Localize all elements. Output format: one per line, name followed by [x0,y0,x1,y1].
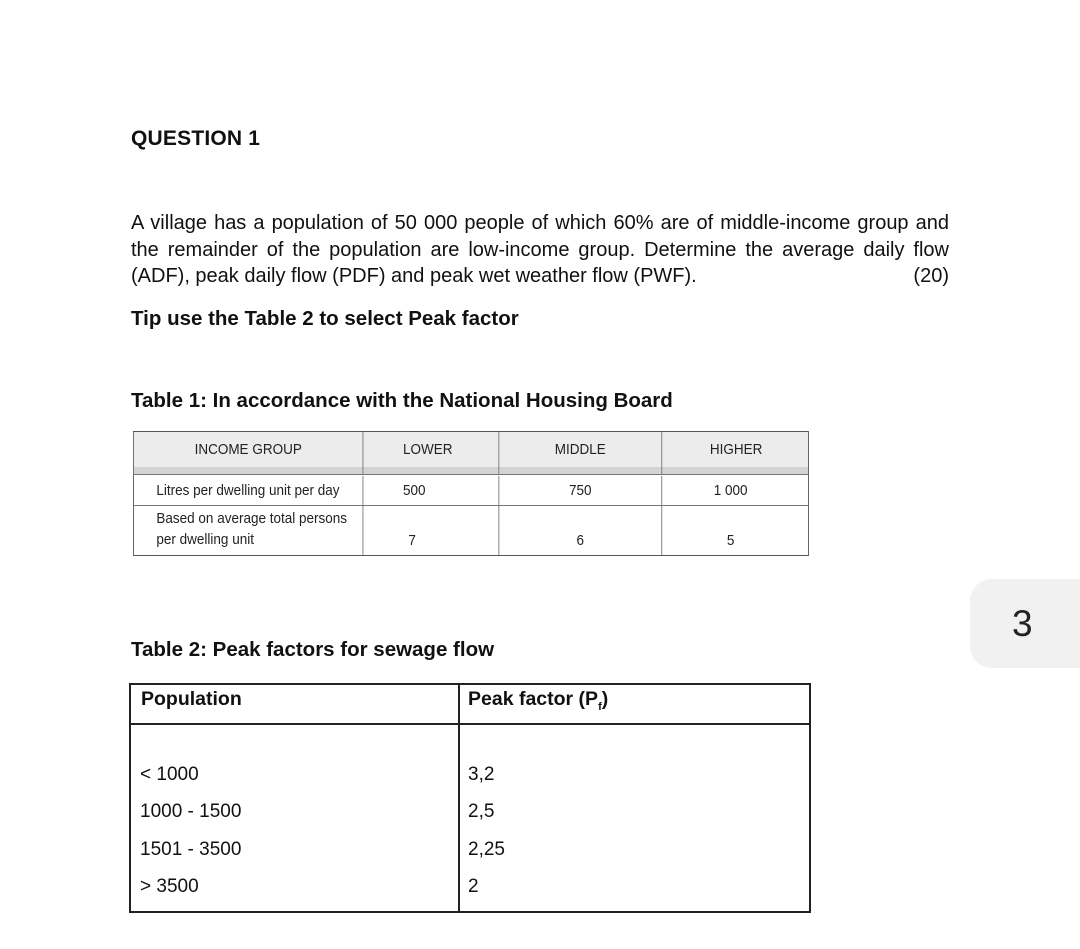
table1-cell: 5 [726,532,735,549]
table1-row-label: Litres per dwelling unit per day [134,476,364,505]
table2-population-cell: > 3500 [140,876,199,897]
table1-cell: 500 [363,476,499,505]
table1-row-label-line: Based on average total persons [156,510,348,527]
page-number-indicator[interactable]: 3 [970,579,1080,668]
table1-header-cell: HIGHER [709,441,763,458]
table2-caption: Table 2: Peak factors for sewage flow [131,638,495,661]
table1-cell: 7 [363,506,499,555]
table2-header-peak-factor: Peak factor $(P_f)$ [468,688,609,713]
table1-header-cell: INCOME GROUP [134,432,364,467]
table1-caption: Table 1: In accordance with the National Housing Board [131,389,673,412]
table-row [134,476,808,506]
table2-peak-factor-cell: 2,25 [468,839,505,860]
table2-column-divider [458,685,460,911]
table2-peak-factor-cell: 3,2 [468,764,495,785]
table1-row-label-line: per dwelling unit [156,531,254,548]
table1-spacer-row [134,467,808,475]
question-heading: QUESTION 1 [131,127,261,150]
table1-cell: 1 000 [713,482,748,499]
table1-header-cell: LOWER [363,432,499,467]
table2-header-population: Population [141,688,242,710]
table2-peak-factor-cell: 2,5 [468,801,495,822]
question-marks: (20) [913,265,949,287]
table1-row-label [134,506,364,555]
question-text: A village has a population of 50 000 people of which 60% are of middle-income group and the remainder of the population are low-income group. Determine the average daily flow (ADF), peak daily flow (PDF) and peak wet weather flow (PWF). [131,212,949,287]
table-row [134,506,808,555]
question-body [131,210,949,290]
table1-header-row [134,432,808,468]
table2-population-cell: 1501 - 3500 [140,839,242,860]
tip-text: Tip use the Table 2 to select Peak factor [131,307,519,330]
table2-peak-factor-cell: 2 [468,876,479,897]
table2-population-cell: 1000 - 1500 [140,801,242,822]
table1-cell: 6 [499,506,662,555]
table2-header-divider [131,723,809,725]
table2-population-cell: < 1000 [140,764,199,785]
table2-peak-factors [129,683,811,913]
table1-cell: 750 [499,476,662,505]
table1-header-cell: MIDDLE [499,432,662,467]
table1-housing-board [133,431,809,556]
